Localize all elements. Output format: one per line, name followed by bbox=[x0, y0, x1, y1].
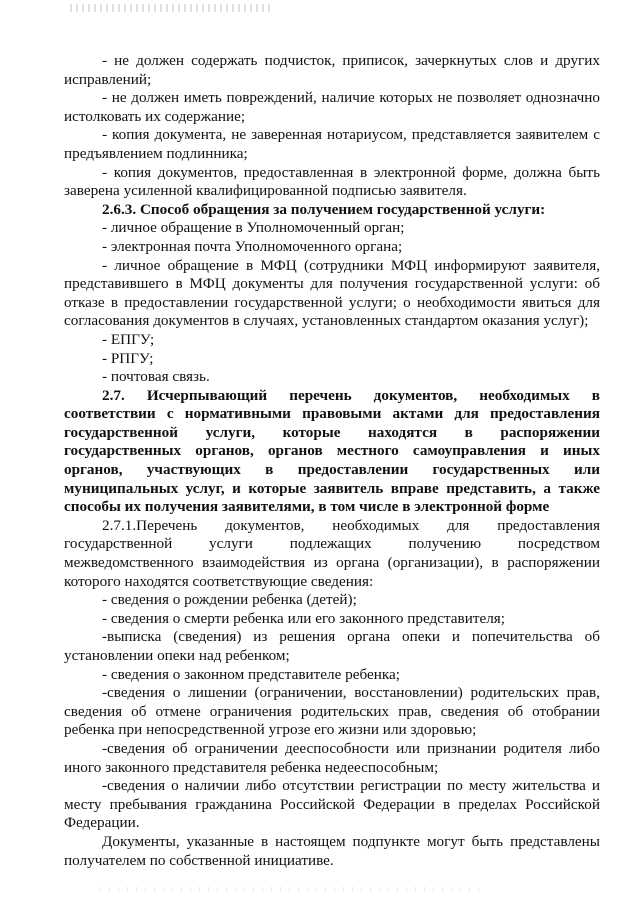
scan-footer-artifact bbox=[100, 887, 480, 891]
paragraph: - не должен содержать подчисток, приписок, зачеркнутых слов и других исправлений; bbox=[64, 52, 600, 88]
list-item: -сведения о наличии либо отсутствии регистрации по месту жительства и месту пребывания гражданина Российской Федерации в пределах Российской Федерации. bbox=[64, 777, 600, 832]
paragraph: - копия документа, не заверенная нотариусом, представляется заявителем с предъявлением подлинника; bbox=[64, 126, 600, 162]
list-item: - сведения о законном представителе ребенка; bbox=[102, 665, 400, 683]
scan-header-artifact bbox=[70, 4, 270, 12]
list-item: -сведения об ограничении дееспособности или признании родителя либо иного законного представителя ребенка недееспособным; bbox=[64, 739, 600, 776]
list-item: - сведения о смерти ребенка или его законного представителя; bbox=[102, 609, 505, 627]
paragraph: Документы, указанные в настоящем подпункте могут быть представлены получателем по собственной инициативе. bbox=[64, 832, 600, 869]
list-item: -сведения о лишении (ограничении, восстановлении) родительских прав, сведения об отмене ограничения родительских прав, сведения об отобрании ребенка при непосредственной угрозе его жизни или здоровью; bbox=[64, 684, 600, 739]
list-item: - электронная почта Уполномоченного органа; bbox=[102, 237, 403, 255]
list-item: - личное обращение в МФЦ (сотрудники МФЦ информируют заявителя, представившего в МФЦ документы для получения государственной услуги: об отказе в предоставлении государственной услуги; о необходимости явиться для согласования документов в случаях, установленных стандартом оказания услуг); bbox=[64, 256, 600, 330]
list-item: - почтовая связь. bbox=[102, 368, 210, 386]
document-body bbox=[64, 52, 600, 870]
section-heading: 2.7. Исчерпывающий перечень документов, необходимых в соответствии с нормативными правовыми актами для предоставления государственной услуги, которые находятся в распоряжении государственных органов, органов местного самоуправления и иных органов, участвующих в предоставлении государственных или муниципальных услуг, и которые заявитель вправе представить, а также способы их получения заявителями, в том числе в электронной форме bbox=[64, 386, 600, 516]
paragraph: - не должен иметь повреждений, наличие которых не позволяет однозначно истолковать их содержание; bbox=[64, 89, 600, 125]
paragraph: - копия документов, предоставленная в электронной форме, должна быть заверена усиленной квалифицированной подписью заявителя. bbox=[64, 163, 600, 200]
paragraph: 2.7.1.Перечень документов, необходимых для предоставления государственной услуги подлежащих получению посредством межведомственного взаимодействия из органа (организации), в распоряжении которого находятся соответствующие сведения: bbox=[64, 516, 600, 590]
list-item: - РПГУ; bbox=[102, 349, 154, 367]
list-item: -выписка (сведения) из решения органа опеки и попечительства об установлении опеки над ребенком; bbox=[64, 628, 600, 664]
section-heading: 2.6.3. Способ обращения за получением государственной услуги: bbox=[102, 200, 546, 218]
list-item: - личное обращение в Уполномоченный орган; bbox=[102, 219, 405, 237]
list-item: - ЕПГУ; bbox=[102, 330, 155, 348]
list-item: - сведения о рождении ребенка (детей); bbox=[102, 591, 357, 609]
